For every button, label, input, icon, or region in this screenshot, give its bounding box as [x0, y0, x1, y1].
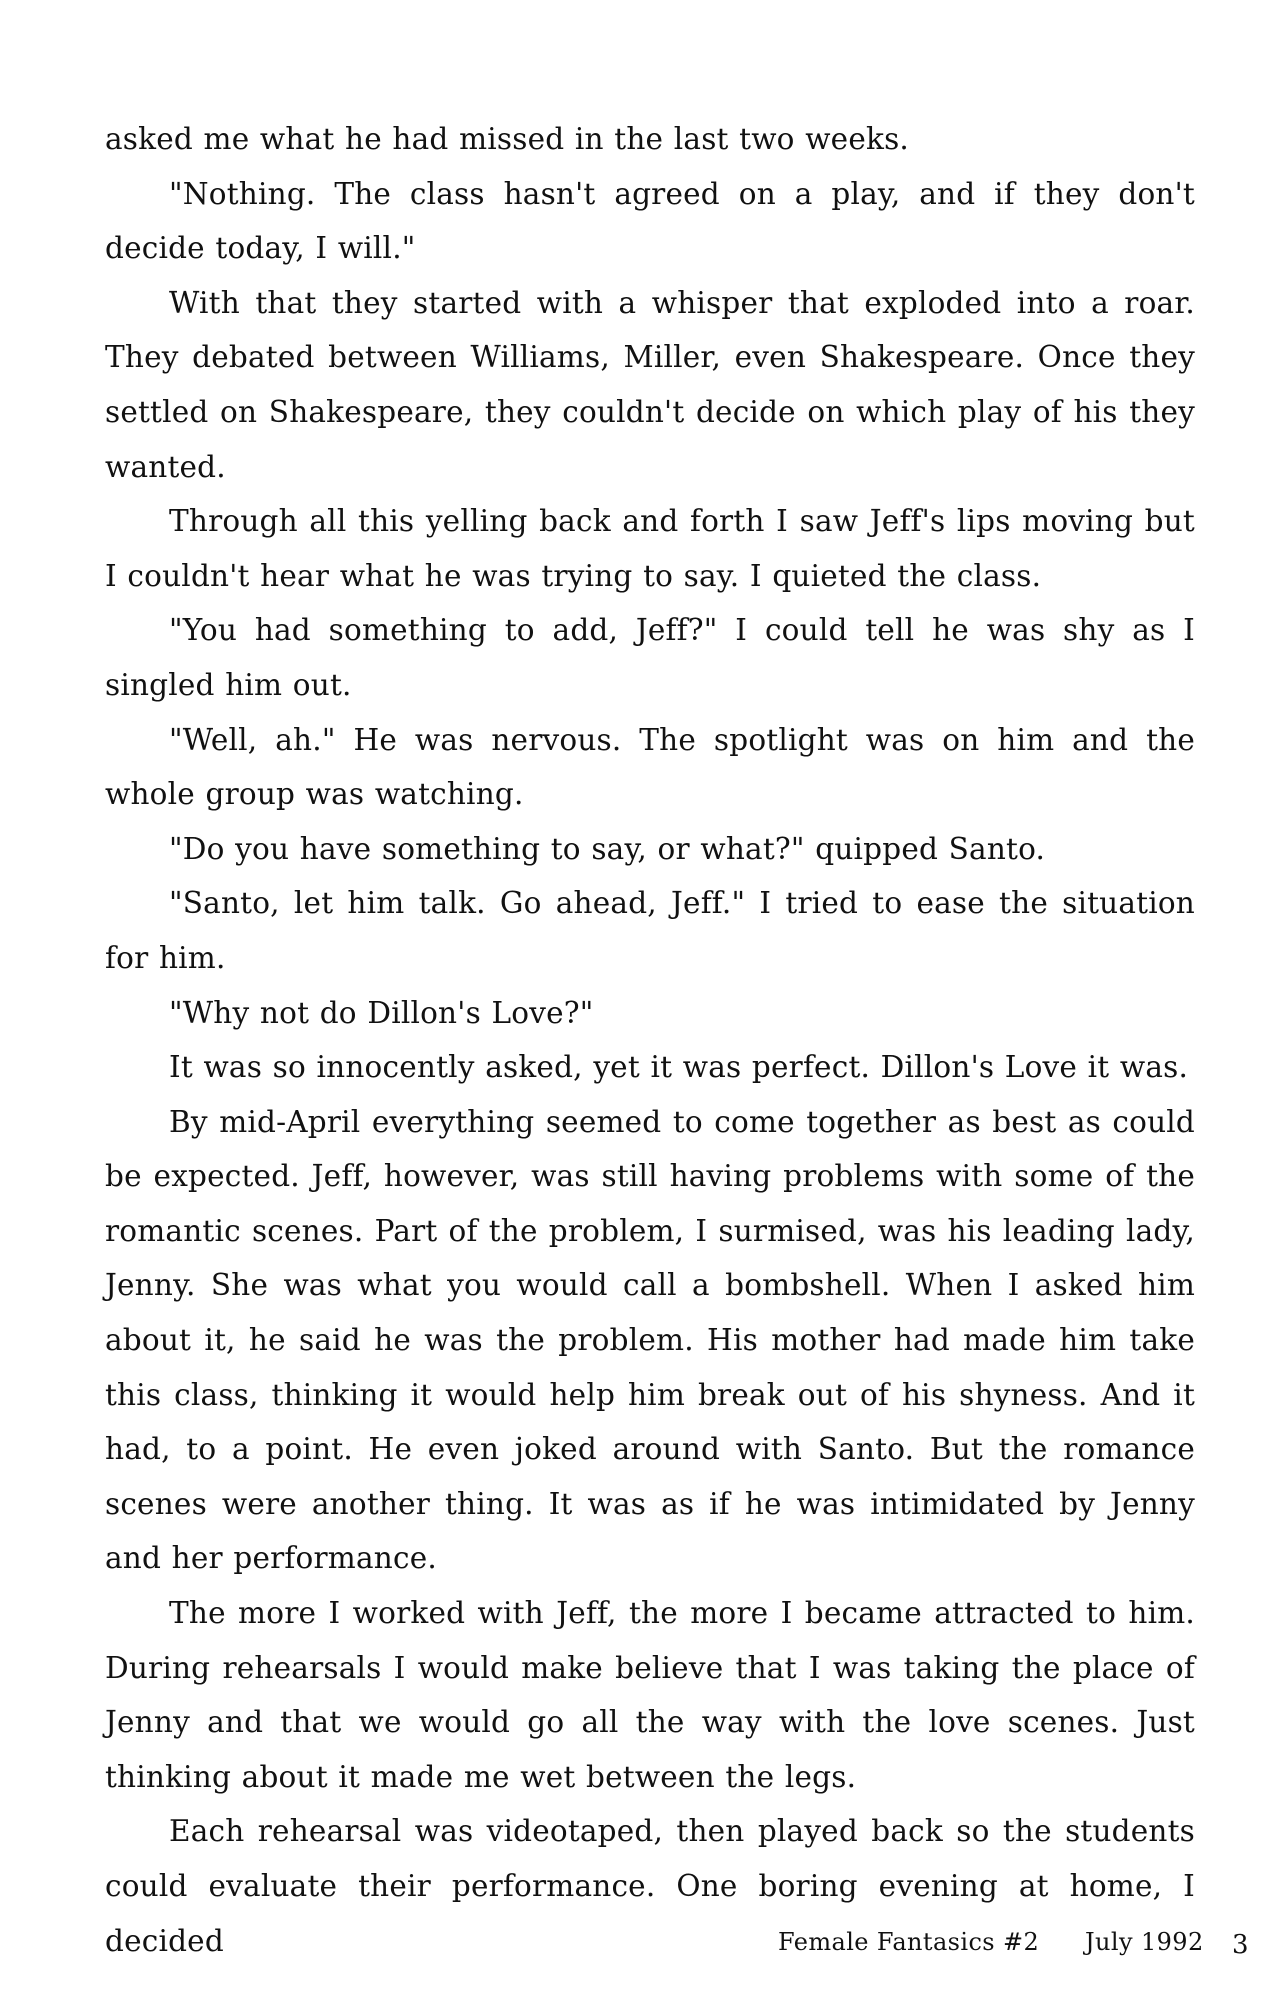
paragraph-6: "Well, ah." He was nervous. The spotlight was on him and the whole group was watching.	[105, 722, 1195, 812]
paragraph-11: By mid-April everything seemed to come together as best as could be expected. Jeff, however, was still having problems with some of the romantic scenes. Part of the problem, I surmised, was his leading lady, Jenny. She was what you would call a bombshell. When I asked him about it, he said he was the problem. His mother had made him take this class, thinking it would help him break out of his shyness. And it had, to a point. He even joked around with Santo. But the romance scenes were another thing. It was as if he was intimidated by Jenny and her performance.	[105, 1104, 1195, 1576]
paragraph-10: It was so innocently asked, yet it was perfect. Dillon's Love it was.	[169, 1050, 1189, 1085]
paragraph-2: "Nothing. The class hasn't agreed on a play, and if they don't decide today, I will."	[105, 176, 1195, 266]
paragraph-9: "Why not do Dillon's Love?"	[169, 995, 594, 1030]
paragraph-13: Each rehearsal was videotaped, then played back so the students could evaluate their performance. One boring evening at home, I decided	[105, 1814, 1195, 1958]
page-number: 3	[1232, 1930, 1249, 1960]
issue-date: July 1992	[1085, 1928, 1204, 1956]
paragraph-8: "Santo, let him talk. Go ahead, Jeff." I tried to ease the situation for him.	[105, 886, 1195, 975]
paragraph-7: "Do you have something to say, or what?" quipped Santo.	[169, 831, 1046, 866]
paragraph-4: Through all this yelling back and forth I saw Jeff's lips moving but I couldn't hear what he was trying to say. I quieted the class.	[105, 504, 1195, 593]
paragraph-1: asked me what he had missed in the last two weeks.	[105, 122, 909, 156]
paragraph-12: The more I worked with Jeff, the more I became attracted to him. During rehearsals I would make believe that I was taking the place of Jenny and that we would go all the way with the love scenes. Just thinking about it made me wet between the legs.	[105, 1596, 1195, 1794]
paragraph-3: With that they started with a whisper that exploded into a roar. They debated between Williams, Miller, even Shakespeare. Once they settled on Shakespeare, they couldn't decide on which play of his they wanted.	[105, 285, 1195, 484]
publication-title: Female Fantasics #2	[778, 1928, 1040, 1956]
story-body	[105, 112, 1195, 1968]
paragraph-5: "You had something to add, Jeff?" I could tell he was shy as I singled him out.	[105, 613, 1195, 702]
page-footer	[0, 1928, 1280, 1968]
